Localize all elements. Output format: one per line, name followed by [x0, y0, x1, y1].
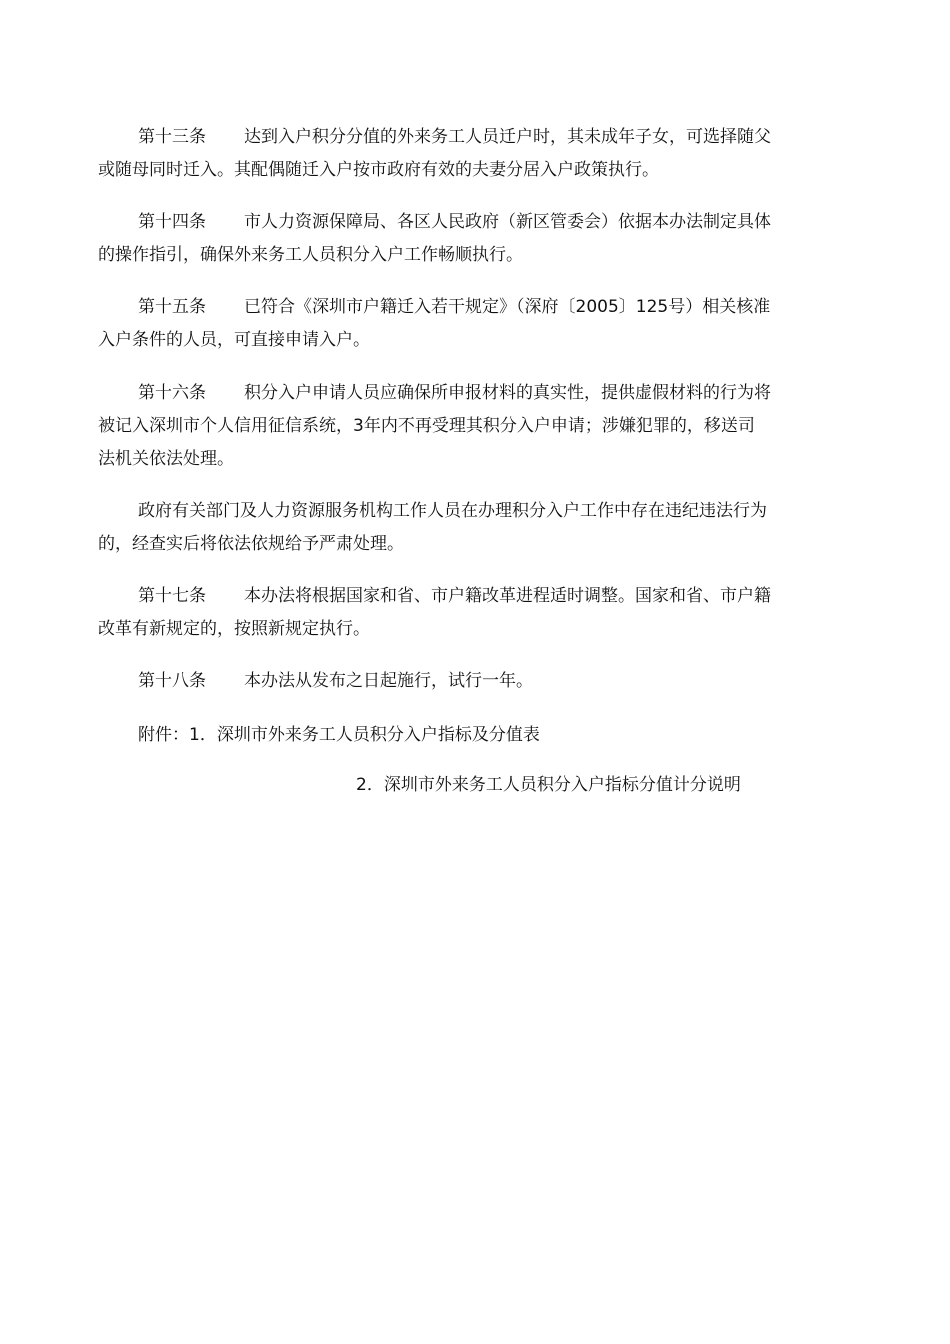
article-text: 入户条件的人员，可直接申请入户。: [98, 330, 370, 350]
article-text: 法机关依法处理。: [98, 449, 234, 469]
article-text: 或随母同时迁入。其配偶随迁入户按市政府有效的夫妻分居入户政策执行。: [98, 160, 659, 180]
attachment-label: 附件：: [138, 725, 189, 745]
attachment-list: [138, 719, 540, 752]
article-text: 本办法将根据国家和省、市户籍改革进程适时调整。国家和省、市户籍: [244, 586, 771, 606]
article-text: 的操作指引，确保外来务工人员积分入户工作畅顺执行。: [98, 245, 523, 265]
article-number: 第十六条: [138, 383, 206, 403]
article-number: 第十八条: [138, 671, 206, 691]
attachment-item-2: 2．深圳市外来务工人员积分入户指标分值计分说明: [356, 775, 741, 795]
article-15: [98, 291, 848, 357]
paragraph-supervision: [98, 495, 848, 561]
article-17: [98, 580, 848, 646]
article-16: [98, 377, 848, 476]
article-number: 第十四条: [138, 212, 206, 232]
article-14: [98, 206, 848, 272]
article-text: 本办法从发布之日起施行，试行一年。: [244, 671, 533, 691]
article-18: [98, 665, 848, 698]
article-text: 的，经查实后将依法依规给予严肃处理。: [98, 534, 404, 554]
article-number: 第十七条: [138, 586, 206, 606]
article-number: 第十五条: [138, 297, 206, 317]
attachment-item-1: 1．深圳市外来务工人员积分入户指标及分值表: [189, 725, 540, 745]
article-text: 市人力资源保障局、各区人民政府（新区管委会）依据本办法制定具体: [244, 212, 771, 232]
article-text: 改革有新规定的，按照新规定执行。: [98, 619, 370, 639]
article-text: 积分入户申请人员应确保所申报材料的真实性，提供虚假材料的行为将: [244, 383, 771, 403]
article-text: 被记入深圳市个人信用征信系统，3年内不再受理其积分入户申请；涉嫌犯罪的，移送司: [98, 416, 755, 436]
article-text: 达到入户积分分值的外来务工人员迁户时，其未成年子女，可选择随父: [244, 127, 771, 147]
article-text: 政府有关部门及人力资源服务机构工作人员在办理积分入户工作中存在违纪违法行为: [138, 501, 767, 521]
article-number: 第十三条: [138, 127, 206, 147]
article-13: [98, 121, 848, 187]
article-text: 已符合《深圳市户籍迁入若干规定》（深府〔2005〕125号）相关核准: [244, 297, 771, 317]
